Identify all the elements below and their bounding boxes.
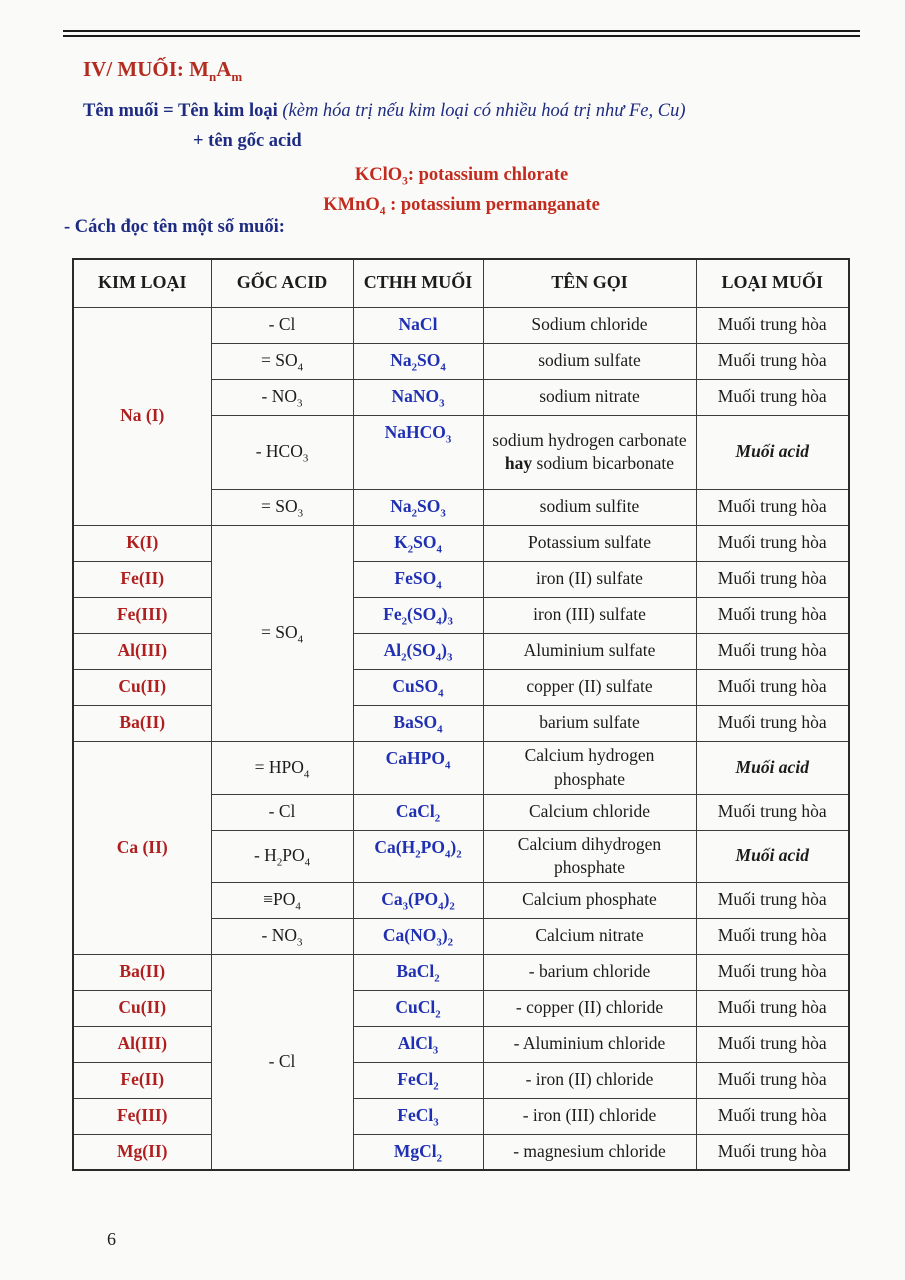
- salt-type-cell: Muối trung hòa: [696, 705, 849, 741]
- acid-root-cell: - $H_2PO_4$: [211, 830, 353, 882]
- acid-root-cell: - $NO_3$: [211, 379, 353, 415]
- col-header-cthh-muoi: CTHH MUỐI: [353, 259, 483, 307]
- example-block: [63, 160, 860, 220]
- name-cell: Calcium phosphate: [483, 882, 696, 918]
- metal-cell: Cu(II): [73, 990, 211, 1026]
- formula-cell: $K_2SO_4$: [353, 525, 483, 561]
- name-cell: sodium sulfite: [483, 489, 696, 525]
- name-part: sodium bicarbonate: [532, 453, 675, 473]
- acid-root-cell: = $HPO_4$: [211, 741, 353, 794]
- name-cell: Calcium hydrogen phosphate: [483, 741, 696, 794]
- naming-rule-bold: Tên muối = Tên kim loại: [83, 101, 283, 121]
- name-cell: [483, 415, 696, 489]
- naming-rule-note: (kèm hóa trị nếu kim loại có nhiều hoá trị như Fe, Cu): [282, 101, 686, 121]
- formula-cell: BaSO$_4$: [353, 705, 483, 741]
- formula-cell: $Al_2(SO_4)_3$: [353, 633, 483, 669]
- naming-rule-line: [83, 101, 873, 122]
- formula-cell: FeCl$_3$: [353, 1098, 483, 1134]
- metal-cell: Al(III): [73, 1026, 211, 1062]
- name-cell: sodium sulfate: [483, 343, 696, 379]
- salt-type-cell: Muối trung hòa: [696, 669, 849, 705]
- name-cell: Sodium chloride: [483, 307, 696, 343]
- salt-type-cell: Muối trung hòa: [696, 1134, 849, 1170]
- metal-cell: Ca (II): [73, 741, 211, 954]
- salt-type-cell: Muối trung hòa: [696, 379, 849, 415]
- metal-cell: Fe(III): [73, 597, 211, 633]
- example-kclo3: KClO$_3$: potassium chlorate: [354, 165, 569, 188]
- table-row: [73, 561, 849, 597]
- name-cell: Calcium chloride: [483, 794, 696, 830]
- salt-type-cell: Muối trung hòa: [696, 1062, 849, 1098]
- metal-cell: Fe(III): [73, 1098, 211, 1134]
- table-row: [73, 705, 849, 741]
- acid-root-cell: - Cl: [211, 307, 353, 343]
- metal-cell: Fe(II): [73, 1062, 211, 1098]
- salt-type-cell: Muối trung hòa: [696, 597, 849, 633]
- col-header-ten-goi: TÊN GỌI: [483, 259, 696, 307]
- salts-table: [72, 258, 850, 1171]
- acid-root-cell: = $SO_4$: [211, 525, 353, 741]
- salt-type-cell: Muối acid: [696, 415, 849, 489]
- table-row: [73, 990, 849, 1026]
- formula-cell: $Ca_3(PO_4)_2$: [353, 882, 483, 918]
- formula-cell: $Ca(H_2PO_4)_2$: [353, 830, 483, 882]
- formula-cell: CuCl$_2$: [353, 990, 483, 1026]
- salt-type-cell: Muối trung hòa: [696, 954, 849, 990]
- acid-root-cell: - $HCO_3$: [211, 415, 353, 489]
- metal-cell: Na (I): [73, 307, 211, 525]
- acid-root-cell: = $SO_3$: [211, 489, 353, 525]
- formula-cell: NaHCO$_3$: [353, 415, 483, 489]
- formula-cell: NaCl: [353, 307, 483, 343]
- example-kmno4: KMnO$_4$ : potassium permanganate: [323, 195, 600, 218]
- table-row: [73, 1134, 849, 1170]
- formula-cell: $Fe_2(SO_4)_3$: [353, 597, 483, 633]
- table-row: [73, 1062, 849, 1098]
- name-cell: - Aluminium chloride: [483, 1026, 696, 1062]
- name-cell: Calcium dihydrogen phosphate: [483, 830, 696, 882]
- formula-cell: BaCl$_2$: [353, 954, 483, 990]
- metal-cell: Ba(II): [73, 954, 211, 990]
- salt-type-cell: Muối trung hòa: [696, 794, 849, 830]
- naming-rule-line2: + tên gốc acid: [193, 131, 302, 151]
- salt-type-cell: Muối trung hòa: [696, 633, 849, 669]
- name-cell: - magnesium chloride: [483, 1134, 696, 1170]
- acid-root-cell: - Cl: [211, 794, 353, 830]
- name-cell: sodium nitrate: [483, 379, 696, 415]
- salt-type-cell: Muối trung hòa: [696, 561, 849, 597]
- col-header-kim-loai: KIM LOẠI: [73, 259, 211, 307]
- section-title: IV/ MUỐI: $M_nA_m$: [83, 57, 243, 85]
- formula-cell: CaCl$_2$: [353, 794, 483, 830]
- table-row: [73, 954, 849, 990]
- salt-type-cell: Muối acid: [696, 741, 849, 794]
- table-row: [73, 307, 849, 343]
- table-caption: - Cách đọc tên một số muối:: [64, 217, 285, 237]
- table-row: [73, 1026, 849, 1062]
- name-cell: - iron (II) chloride: [483, 1062, 696, 1098]
- salt-type-cell: Muối trung hòa: [696, 918, 849, 954]
- salt-type-cell: Muối trung hòa: [696, 489, 849, 525]
- acid-root-cell: $\equiv PO_4$: [211, 882, 353, 918]
- salt-type-cell: Muối trung hòa: [696, 1098, 849, 1134]
- table-row: [73, 633, 849, 669]
- formula-cell: $Na_2SO_4$: [353, 343, 483, 379]
- metal-cell: Al(III): [73, 633, 211, 669]
- name-part-bold: hay: [504, 453, 533, 473]
- metal-cell: Ba(II): [73, 705, 211, 741]
- formula-cell: FeCl$_2$: [353, 1062, 483, 1098]
- formula-cell: $Na_2SO_3$: [353, 489, 483, 525]
- header-row: [73, 259, 849, 307]
- name-cell: barium sulfate: [483, 705, 696, 741]
- formula-cell: FeSO$_4$: [353, 561, 483, 597]
- name-part: sodium hydrogen carbonate: [492, 429, 687, 450]
- name-cell: - copper (II) chloride: [483, 990, 696, 1026]
- name-cell: Potassium sulfate: [483, 525, 696, 561]
- col-header-loai-muoi: LOẠI MUỐI: [696, 259, 849, 307]
- name-cell: copper (II) sulfate: [483, 669, 696, 705]
- name-cell: iron (II) sulfate: [483, 561, 696, 597]
- metal-cell: Fe(II): [73, 561, 211, 597]
- acid-root-cell: - Cl: [211, 954, 353, 1170]
- name-cell: Aluminium sulfate: [483, 633, 696, 669]
- table-row: [73, 669, 849, 705]
- acid-root-cell: = $SO_4$: [211, 343, 353, 379]
- table-row: [73, 525, 849, 561]
- page-number: 6: [107, 1229, 116, 1249]
- salt-type-cell: Muối trung hòa: [696, 525, 849, 561]
- formula-cell: $Ca(NO_3)_2$: [353, 918, 483, 954]
- table-row: [73, 741, 849, 794]
- salt-type-cell: Muối trung hòa: [696, 307, 849, 343]
- metal-cell: K(I): [73, 525, 211, 561]
- top-divider-rule: [63, 30, 860, 37]
- salt-type-cell: Muối trung hòa: [696, 990, 849, 1026]
- name-cell: - barium chloride: [483, 954, 696, 990]
- name-cell: Calcium nitrate: [483, 918, 696, 954]
- formula-cell: CuSO$_4$: [353, 669, 483, 705]
- salt-type-cell: Muối trung hòa: [696, 343, 849, 379]
- formula-cell: NaNO$_3$: [353, 379, 483, 415]
- table-row: [73, 1098, 849, 1134]
- salt-type-cell: Muối trung hòa: [696, 1026, 849, 1062]
- name-cell: iron (III) sulfate: [483, 597, 696, 633]
- formula-cell: MgCl$_2$: [353, 1134, 483, 1170]
- metal-cell: Mg(II): [73, 1134, 211, 1170]
- acid-root-cell: - $NO_3$: [211, 918, 353, 954]
- name-cell: - iron (III) chloride: [483, 1098, 696, 1134]
- salt-type-cell: Muối acid: [696, 830, 849, 882]
- salt-type-cell: Muối trung hòa: [696, 882, 849, 918]
- metal-cell: Cu(II): [73, 669, 211, 705]
- formula-cell: AlCl$_3$: [353, 1026, 483, 1062]
- col-header-goc-acid: GỐC ACID: [211, 259, 353, 307]
- table-row: [73, 597, 849, 633]
- formula-cell: CaHPO$_4$: [353, 741, 483, 794]
